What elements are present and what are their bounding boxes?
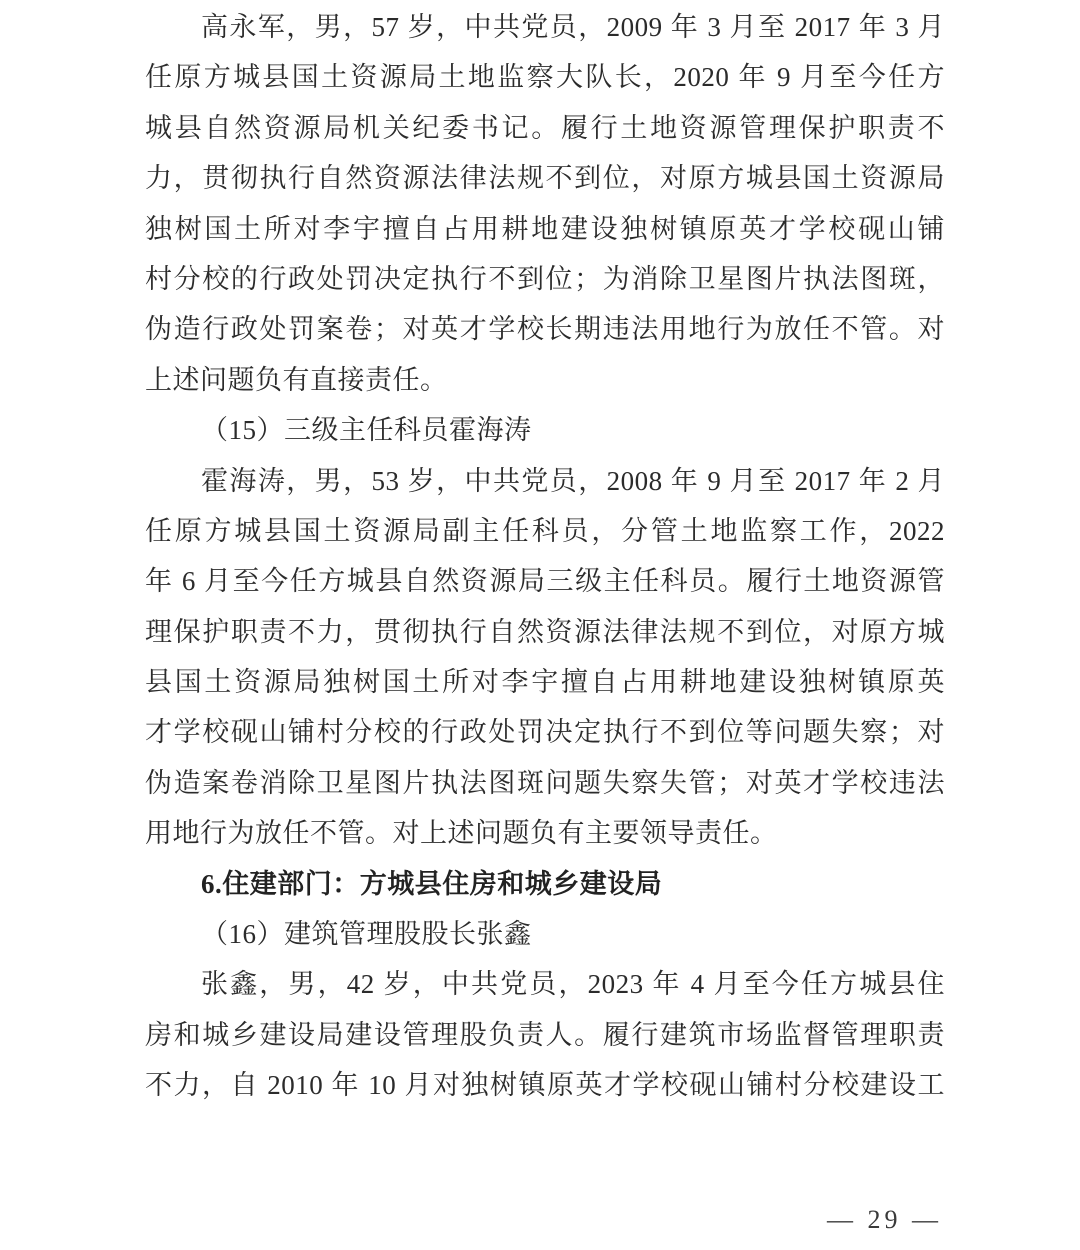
- page-number: — 29 —: [827, 1205, 942, 1234]
- text-line: 村分校的行政处罚决定执行不到位；为消除卫星图片执法图斑，: [145, 263, 945, 294]
- text-line: 张鑫，男，42 岁，中共党员，2023 年 4 月至今任方城县住: [201, 969, 945, 1000]
- text-line: 任原方城县国土资源局副主任科员，分管土地监察工作，2022: [145, 515, 945, 546]
- text-line: 县国土资源局独树国土所对李宇擅自占用耕地建设独树镇原英: [145, 667, 945, 698]
- text-line: 用地行为放任不管。对上述问题负有主要领导责任。: [145, 818, 778, 849]
- text-line: 伪造案卷消除卫星图片执法图斑问题失察失管；对英才学校违法: [145, 767, 945, 798]
- text-line: 理保护职责不力，贯彻执行自然资源法律法规不到位，对原方城: [145, 616, 945, 647]
- text-line: 独树国土所对李宇擅自占用耕地建设独树镇原英才学校砚山铺: [145, 213, 945, 244]
- text-line: 上述问题负有直接责任。: [145, 364, 448, 395]
- text-line: 房和城乡建设局建设管理股负责人。履行建筑市场监督管理职责: [145, 1019, 945, 1050]
- text-line: 高永军，男，57 岁，中共党员，2009 年 3 月至 2017 年 3 月: [201, 12, 945, 42]
- document-text-block: [145, 2, 945, 1111]
- text-line: （15）三级主任科员霍海涛: [201, 415, 532, 446]
- text-line: 不力，自 2010 年 10 月对独树镇原英才学校砚山铺村分校建设工: [145, 1070, 945, 1101]
- text-line: 霍海涛，男，53 岁，中共党员，2008 年 9 月至 2017 年 2 月: [201, 465, 945, 496]
- text-line: 力，贯彻执行自然资源法律法规不到位，对原方城县国土资源局: [145, 163, 945, 194]
- text-line: 才学校砚山铺村分校的行政处罚决定执行不到位等问题失察；对: [145, 717, 945, 748]
- text-line: 伪造行政处罚案卷；对英才学校长期违法用地行为放任不管。对: [145, 314, 945, 345]
- section-heading-line: 6.住建部门：方城县住房和城乡建设局: [201, 868, 663, 899]
- text-line: 年 6 月至今任方城县自然资源局三级主任科员。履行土地资源管: [145, 566, 945, 597]
- text-line: （16）建筑管理股股长张鑫: [201, 919, 532, 950]
- text-line: 城县自然资源局机关纪委书记。履行土地资源管理保护职责不: [145, 112, 945, 143]
- text-line: 任原方城县国土资源局土地监察大队长，2020 年 9 月至今任方: [145, 62, 945, 93]
